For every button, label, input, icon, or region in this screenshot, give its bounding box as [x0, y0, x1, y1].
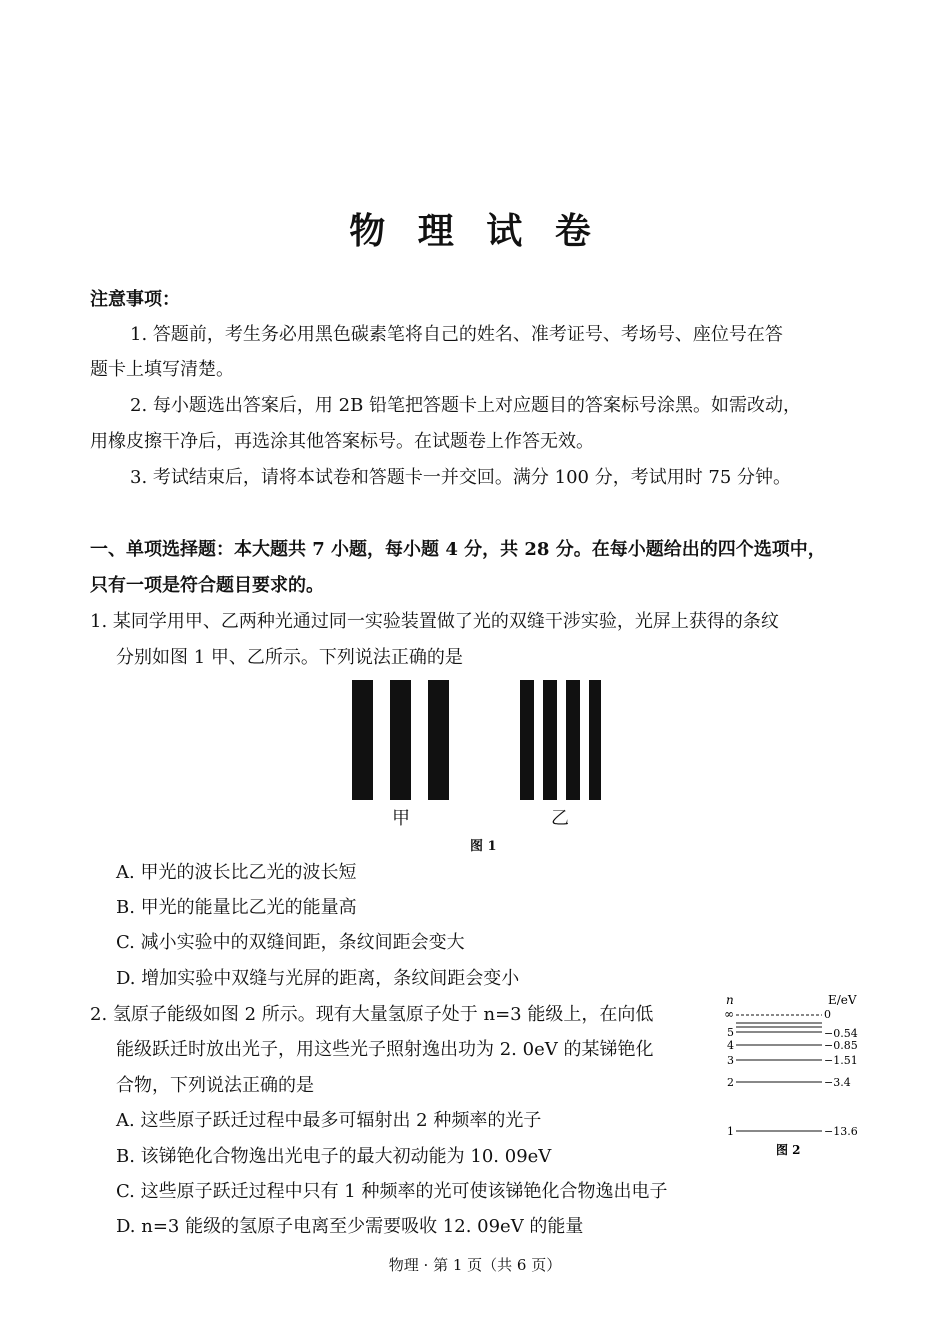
- notice-item-1-cont: 题卡上填写清楚。: [90, 359, 234, 380]
- notice-item-2-cont: 用橡皮擦干净后，再选涂其他答案标号。在试题卷上作答无效。: [90, 431, 594, 452]
- level-inf-n: ∞: [724, 1007, 734, 1021]
- level-2-e: −3.4: [824, 1076, 851, 1089]
- fringe-b-2: [543, 680, 557, 800]
- level-inf-e: 0: [824, 1008, 831, 1021]
- notice-heading: 注意事项：: [90, 289, 180, 310]
- figure-1-label-b: 乙: [551, 808, 569, 829]
- q2-stem: 2. 氢原子能级如图 2 所示。现有大量氢原子处于 n=3 能级上，在向低: [90, 1004, 654, 1025]
- n-axis-label: n: [726, 993, 734, 1007]
- fringe-b-3: [566, 680, 580, 800]
- fringe-b-4: [589, 680, 601, 800]
- q1-option-a: A. 甲光的波长比乙光的波长短: [116, 862, 357, 883]
- q2-option-a: A. 这些原子跃迁过程中最多可辐射出 2 种频率的光子: [116, 1110, 542, 1131]
- q1-stem-cont: 分别如图 1 甲、乙所示。下列说法正确的是: [116, 647, 463, 668]
- q1-option-d: D. 增加实验中双缝与光屏的距离，条纹间距会变小: [116, 968, 520, 989]
- fringe-b-1: [520, 680, 534, 800]
- q2-option-c: C. 这些原子跃迁过程中只有 1 种频率的光可使该锑铯化合物逸出电子: [116, 1181, 668, 1202]
- q1-option-c: C. 减小实验中的双缝间距，条纹间距会变大: [116, 932, 465, 953]
- q2-option-b: B. 该锑铯化合物逸出光电子的最大初动能为 10. 09eV: [116, 1146, 552, 1167]
- level-5-n: 5: [727, 1026, 734, 1039]
- section-heading-cont: 只有一项是符合题目要求的。: [90, 575, 324, 596]
- figure-2-caption: 图 2: [776, 1143, 801, 1157]
- q2-option-d: D. n=3 能级的氢原子电离至少需要吸收 12. 09eV 的能量: [116, 1216, 584, 1237]
- figure-1-label-a: 甲: [392, 808, 410, 829]
- q1-option-b: B. 甲光的能量比乙光的能量高: [116, 897, 357, 918]
- level-4-e: −0.85: [824, 1039, 858, 1052]
- level-3-e: −1.51: [824, 1054, 858, 1067]
- level-1-e: −13.6: [824, 1125, 858, 1138]
- fringe-a-2: [390, 680, 411, 800]
- q2-stem-cont-1: 能级跃迁时放出光子，用这些光子照射逸出功为 2. 0eV 的某锑铯化: [116, 1039, 654, 1060]
- notice-item-2: 2. 每小题选出答案后，用 2B 铅笔把答题卡上对应题目的答案标号涂黑。如需改动，: [130, 395, 802, 416]
- notice-item-1: 1. 答题前，考生务必用黑色碳素笔将自己的姓名、准考证号、考场号、座位号在答: [130, 324, 783, 345]
- figure-2-energy-levels: [720, 990, 870, 1160]
- energy-axis-label: E/eV: [828, 993, 857, 1007]
- page-footer: 物理 · 第 1 页（共 6 页）: [388, 1256, 562, 1274]
- section-heading: 一、单项选择题：本大题共 7 小题，每小题 4 分，共 28 分。在每小题给出的四个选项中，: [90, 539, 826, 560]
- figure-1-caption: 图 1: [470, 839, 497, 854]
- page-title: 物 理 试 卷: [349, 210, 601, 252]
- q2-stem-cont-2: 合物，下列说法正确的是: [116, 1075, 314, 1096]
- q1-stem: 1. 某同学用甲、乙两种光通过同一实验装置做了光的双缝干涉实验，光屏上获得的条纹: [90, 611, 779, 632]
- fringe-a-1: [352, 680, 373, 800]
- fringe-a-3: [428, 680, 449, 800]
- level-5-e: −0.54: [824, 1027, 858, 1040]
- level-1-n: 1: [727, 1125, 734, 1138]
- level-2-n: 2: [727, 1076, 734, 1089]
- level-4-n: 4: [727, 1039, 734, 1052]
- level-3-n: 3: [727, 1054, 734, 1067]
- notice-item-3: 3. 考试结束后，请将本试卷和答题卡一并交回。满分 100 分，考试用时 75 分钟。: [130, 467, 792, 488]
